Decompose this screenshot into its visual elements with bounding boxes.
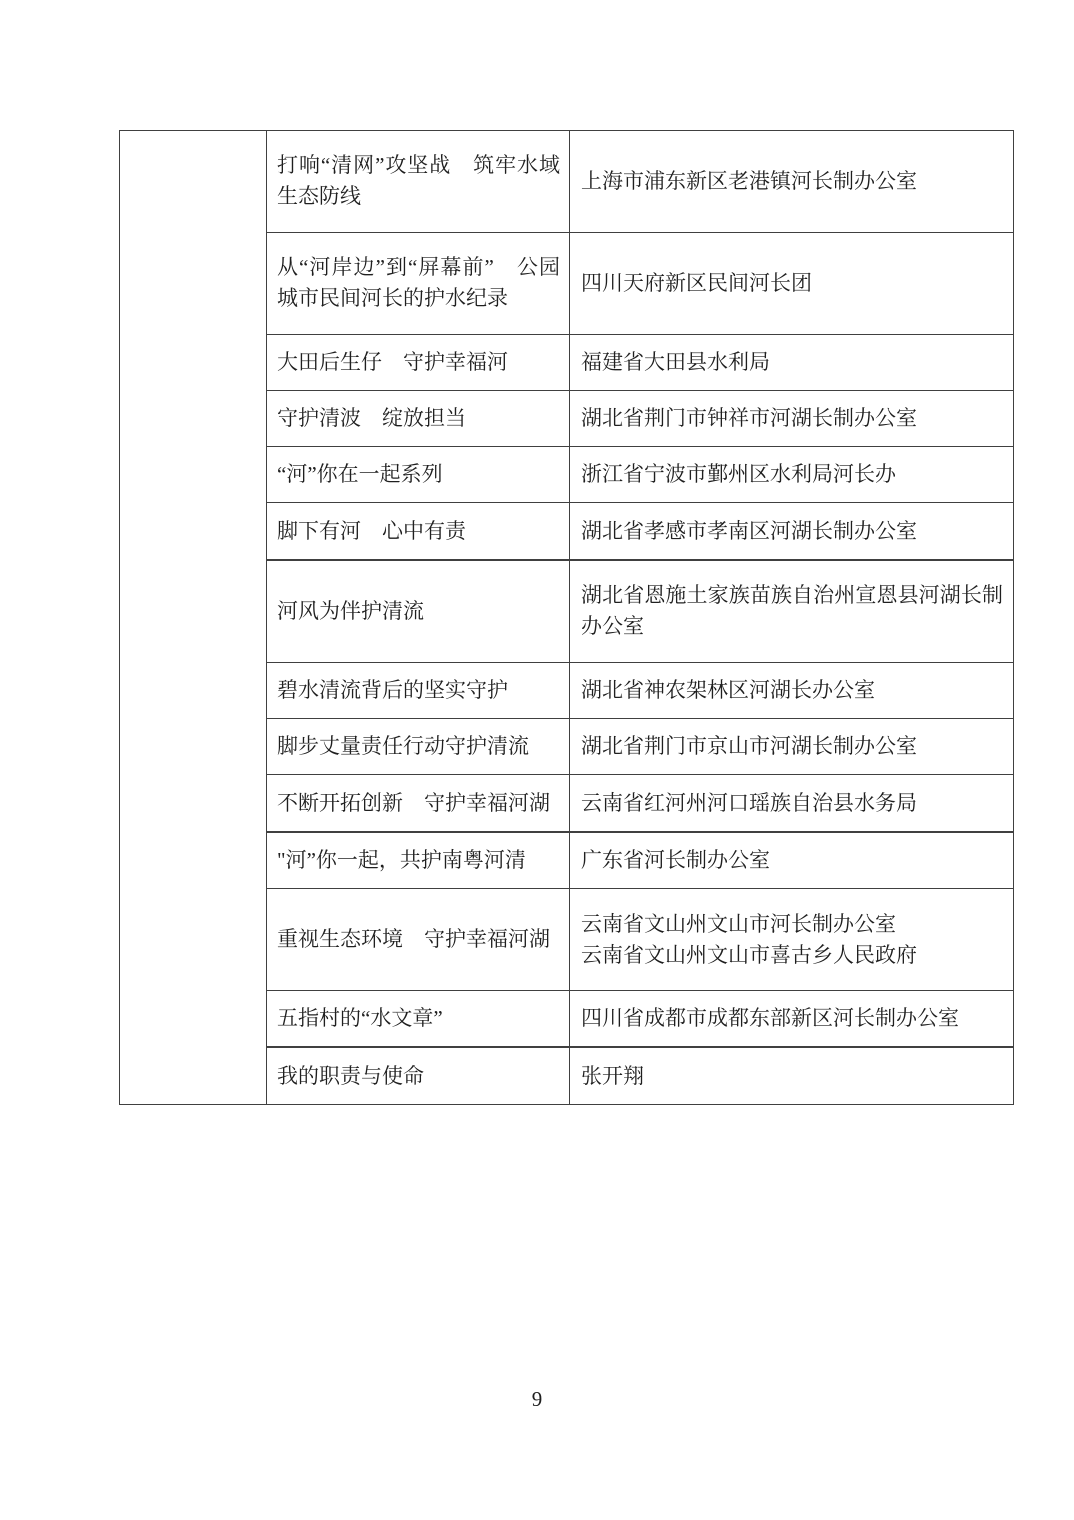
page-number: 9 — [531, 1387, 543, 1411]
organization-line: 云南省文山州文山市河长制办公室 — [581, 911, 896, 936]
organization-line: 浙江省宁波市鄞州区水利局河长办 — [581, 462, 896, 487]
table-row — [120, 131, 1014, 233]
work-title-cell: 大田后生仔 守护幸福河 — [267, 334, 570, 390]
work-title-cell: 五指村的“水文章” — [267, 991, 570, 1048]
work-title-cell: 重视生态环境 守护幸福河湖 — [267, 889, 570, 991]
work-title-cell: 脚下有河 心中有责 — [267, 503, 570, 560]
organization-cell — [570, 334, 1014, 390]
organization-line: 福建省大田县水利局 — [581, 350, 770, 375]
organization-line: 湖北省荆门市京山市河湖长制办公室 — [581, 734, 917, 759]
award-table-body — [120, 131, 1014, 1105]
organization-cell — [570, 391, 1014, 447]
organization-cell — [570, 775, 1014, 832]
organization-cell — [570, 131, 1014, 233]
organization-line: 云南省红河州河口瑶族自治县水务局 — [581, 790, 917, 815]
organization-line: 四川省成都市成都东部新区河长制办公室 — [581, 1006, 959, 1031]
organization-line: 湖北省恩施土家族苗族自治州宣恩县河湖长制办公室 — [581, 583, 1003, 639]
work-title-cell: 我的职责与使命 — [267, 1047, 570, 1104]
organization-line: 湖北省荆门市钟祥市河湖长制办公室 — [581, 406, 917, 431]
organization-cell — [570, 447, 1014, 503]
work-title-cell: 守护清波 绽放担当 — [267, 391, 570, 447]
category-cell — [120, 131, 267, 1105]
organization-cell — [570, 560, 1014, 663]
work-title-cell: "河”你一起，共护南粤河清 — [267, 832, 570, 889]
work-title-cell: 打响“清网”攻坚战 筑牢水域生态防线 — [267, 131, 570, 233]
organization-cell — [570, 1047, 1014, 1104]
organization-cell — [570, 663, 1014, 719]
organization-line: 上海市浦东新区老港镇河长制办公室 — [581, 168, 917, 193]
organization-cell — [570, 719, 1014, 775]
organization-cell — [570, 889, 1014, 991]
organization-cell — [570, 832, 1014, 889]
organization-line: 湖北省神农架林区河湖长办公室 — [581, 678, 875, 703]
organization-line: 四川天府新区民间河长团 — [581, 270, 812, 295]
organization-line: 云南省文山州文山市喜古乡人民政府 — [581, 942, 917, 967]
work-title-cell: 河风为伴护清流 — [267, 560, 570, 663]
organization-line: 张开翔 — [581, 1063, 644, 1088]
organization-cell — [570, 232, 1014, 334]
work-title-cell: 脚步丈量责任行动守护清流 — [267, 719, 570, 775]
work-title-cell: 不断开拓创新 守护幸福河湖 — [267, 775, 570, 832]
organization-line: 湖北省孝感市孝南区河湖长制办公室 — [581, 518, 917, 543]
organization-cell — [570, 991, 1014, 1048]
work-title-cell: “河”你在一起系列 — [267, 447, 570, 503]
award-table — [119, 130, 1014, 1105]
work-title-cell: 碧水清流背后的坚实守护 — [267, 663, 570, 719]
organization-line: 广东省河长制办公室 — [581, 847, 770, 872]
work-title-cell: 从“河岸边”到“屏幕前” 公园城市民间河长的护水纪录 — [267, 232, 570, 334]
organization-cell — [570, 503, 1014, 560]
